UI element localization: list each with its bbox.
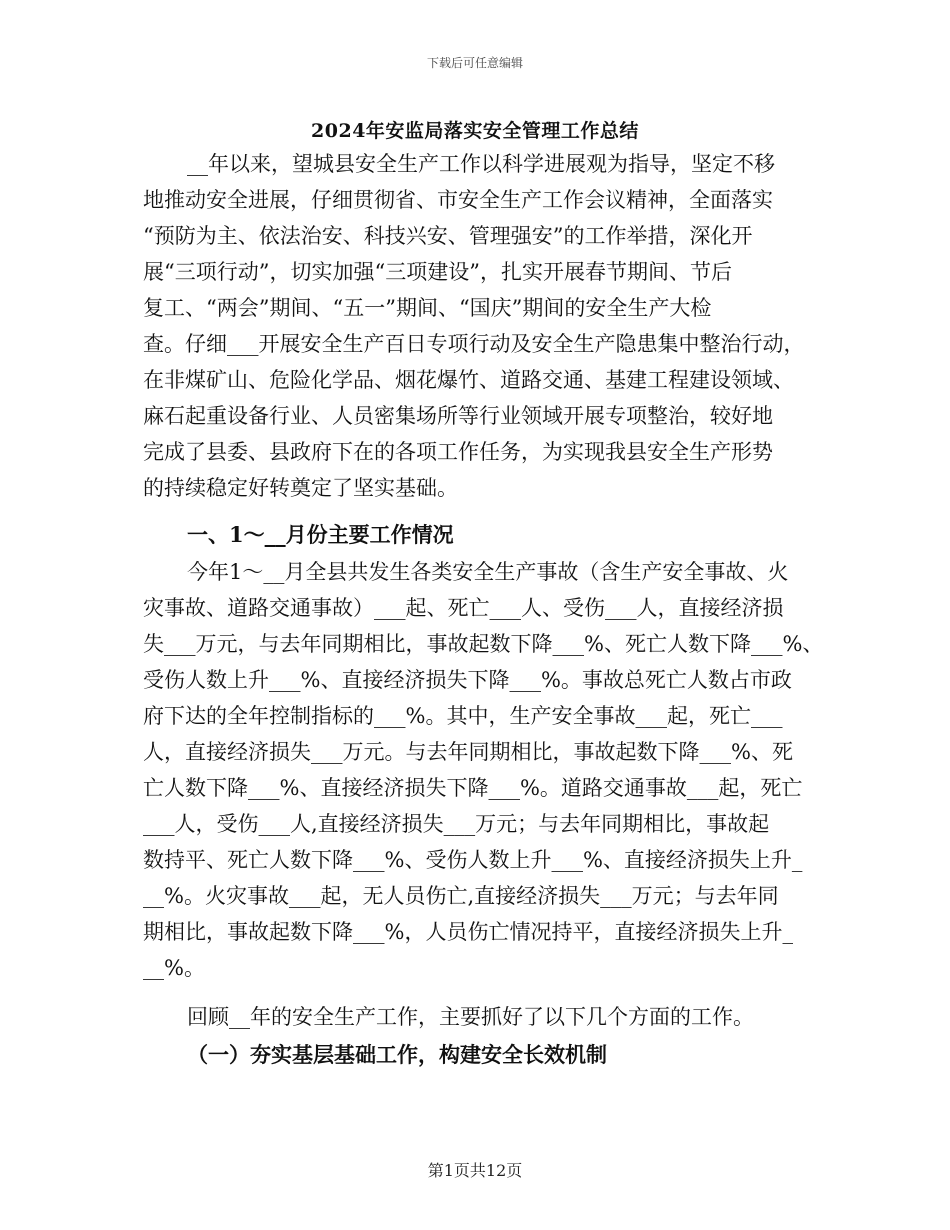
paragraph-line: __%。火灾事故___起，无人员伤亡,直接经济损失___万元；与去年同 <box>143 884 779 908</box>
paragraph-line: 今年1～__月全县共发生各类安全生产事故（含生产安全事故、火 <box>187 560 789 584</box>
paragraph-line: ___人，受伤___人,直接经济损失___万元；与去年同期相比，事故起 <box>143 812 770 836</box>
paragraph-line: 人，直接经济损失___万元。与去年同期相比，事故起数下降___%、死 <box>143 740 793 764</box>
paragraph-line: 在非煤矿山、危险化学品、烟花爆竹、道路交通、基建工程建设领域、 <box>143 368 794 392</box>
paragraph-line: 复工、“两会”期间、“五一”期间、“国庆”期间的安全生产大检 <box>143 296 712 320</box>
paragraph-line: 完成了县委、县政府下在的各项工作任务，为实现我县安全生产形势 <box>143 440 773 464</box>
paragraph-line: 的持续稳定好转奠定了坚实基础。 <box>143 476 458 500</box>
page-footer: 第1页共12页 <box>427 1161 523 1180</box>
paragraph-line: 查。仔细___开展安全生产百日专项行动及安全生产隐患集中整治行动， <box>143 332 805 356</box>
paragraph-line: “预防为主、依法治安、科技兴安、管理强安”的工作举措，深化开 <box>143 224 753 248</box>
paragraph-line: 失___万元，与去年同期相比，事故起数下降___%、死亡人数下降___%、 <box>143 632 824 656</box>
paragraph-line: 地推动安全进展，仔细贯彻省、市安全生产工作会议精神，全面落实 <box>143 188 773 212</box>
paragraph-line: 期相比，事故起数下降___%，人员伤亡情况持平，直接经济损失上升_ <box>143 920 793 944</box>
paragraph-line: 受伤人数上升___%、直接经济损失下降___%。事故总死亡人数占市政 <box>143 668 792 692</box>
paragraph-line: 麻石起重设备行业、人员密集场所等行业领域开展专项整治，较好地 <box>143 404 773 428</box>
paragraph-line: __%。 <box>143 956 205 980</box>
paragraph-line: 府下达的全年控制指标的___%。其中，生产安全事故___起，死亡___ <box>143 704 783 728</box>
paragraph-line: 展“三项行动”，切实加强“三项建设”，扎实开展春节期间、节后 <box>143 260 732 284</box>
paragraph-line: 亡人数下降___%、直接经济损失下降___%。道路交通事故___起，死亡 <box>143 776 803 800</box>
paragraph-line: 灾事故、道路交通事故）___起、死亡___人、受伤___人，直接经济损 <box>143 596 784 620</box>
paragraph-line: 回顾__年的安全生产工作，主要抓好了以下几个方面的工作。 <box>187 1005 754 1029</box>
header-note: 下载后可任意编辑 <box>426 56 523 70</box>
document-title: 2024年安监局落实安全管理工作总结 <box>311 120 639 142</box>
subsection-heading: （一）夯实基层基础工作，构建安全长效机制 <box>187 1042 607 1067</box>
paragraph-line: 数持平、死亡人数下降___%、受伤人数上升___%、直接经济损失上升_ <box>143 848 803 872</box>
section-heading: 一、1～__月份主要工作情况 <box>187 522 454 547</box>
paragraph-line: __年以来，望城县安全生产工作以科学进展观为指导，坚定不移 <box>187 152 775 176</box>
